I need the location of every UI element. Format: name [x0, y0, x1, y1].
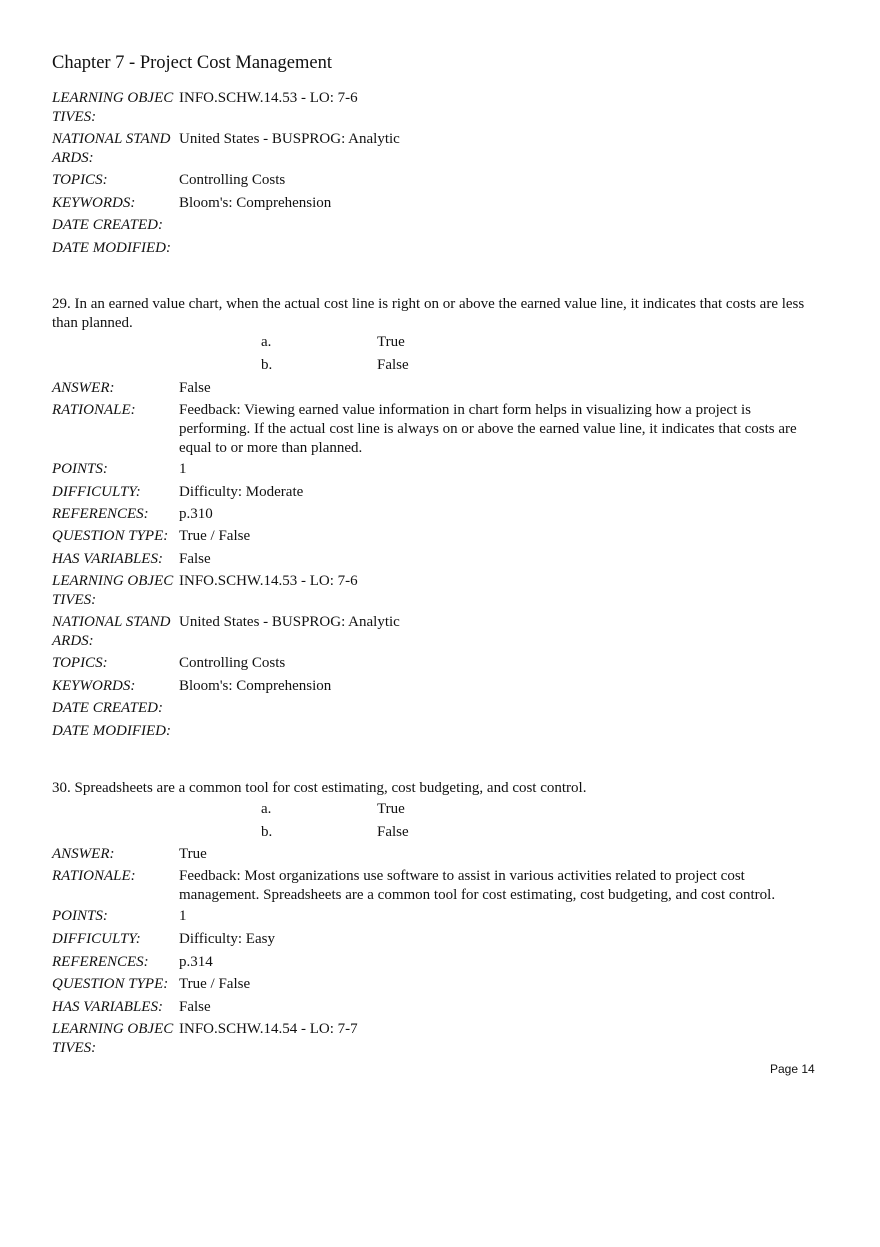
meta-label: TOPICS: [52, 655, 108, 671]
meta-value: United States - BUSPROG: Analytic [179, 614, 400, 630]
meta-value: Feedback: Most organizations use software to assist in various activities related to project cost management. Spreadsheets are a common tool for cost estimating, cost budgeting, and cost control. [179, 868, 776, 903]
choice-letter: b. [261, 824, 273, 840]
meta-value: Controlling Costs [179, 172, 286, 188]
meta-label: POINTS: [52, 461, 108, 477]
meta-label: DATE MODIFIED: [52, 240, 171, 256]
meta-label: KEYWORDS: [52, 195, 136, 211]
meta-label: ANSWER: [52, 846, 115, 862]
meta-label: LEARNING OBJECTIVES: [52, 573, 174, 608]
meta-value: True / False [179, 976, 251, 992]
meta-label: LEARNING OBJECTIVES: [52, 90, 174, 125]
meta-label: KEYWORDS: [52, 678, 136, 694]
meta-label: NATIONAL STANDARDS: [52, 614, 171, 649]
meta-label: DIFFICULTY: [52, 484, 141, 500]
choice-text: False [377, 824, 409, 840]
meta-label: ANSWER: [52, 380, 115, 396]
question-29-text: 29. In an earned value chart, when the actual cost line is right on or above the earned value line, it indicates that costs are less than planned. [52, 296, 805, 331]
meta-value: Feedback: Viewing earned value information in chart form helps in visualizing how a project is performing. If the actual cost line is always on or above the earned value line, it indicates that costs are equal to or more than planned. [179, 402, 797, 456]
question-30-text: 30. Spreadsheets are a common tool for cost estimating, cost budgeting, and cost control. [52, 780, 587, 796]
meta-label: LEARNING OBJECTIVES: [52, 1021, 174, 1056]
meta-label: HAS VARIABLES: [52, 999, 163, 1015]
meta-label: TOPICS: [52, 172, 108, 188]
meta-value: True [179, 846, 207, 862]
meta-value: Difficulty: Easy [179, 931, 275, 947]
meta-label: DIFFICULTY: [52, 931, 141, 947]
choice-letter: a. [261, 801, 272, 817]
meta-value: 1 [179, 908, 187, 924]
choice-letter: a. [261, 334, 272, 350]
meta-value: Controlling Costs [179, 655, 286, 671]
meta-value: True / False [179, 528, 251, 544]
meta-label: QUESTION TYPE: [52, 528, 169, 544]
meta-value: p.314 [179, 954, 213, 970]
meta-value: INFO.SCHW.14.54 - LO: 7-7 [179, 1021, 358, 1037]
meta-value: False [179, 551, 211, 567]
meta-label: QUESTION TYPE: [52, 976, 169, 992]
meta-label: REFERENCES: [52, 954, 149, 970]
choice-text: False [377, 357, 409, 373]
meta-label: RATIONALE: [52, 868, 136, 884]
meta-label: RATIONALE: [52, 402, 136, 418]
page-number: Page 14 [770, 1062, 815, 1076]
meta-label: DATE CREATED: [52, 217, 163, 233]
meta-label: REFERENCES: [52, 506, 149, 522]
meta-label: HAS VARIABLES: [52, 551, 163, 567]
choice-letter: b. [261, 357, 273, 373]
meta-value: INFO.SCHW.14.53 - LO: 7-6 [179, 90, 358, 106]
meta-value: Bloom's: Comprehension [179, 678, 332, 694]
meta-value: p.310 [179, 506, 213, 522]
choice-text: True [377, 801, 405, 817]
meta-value: False [179, 999, 211, 1015]
meta-label: NATIONAL STANDARDS: [52, 131, 171, 166]
meta-label: POINTS: [52, 908, 108, 924]
meta-value: 1 [179, 461, 187, 477]
meta-label: DATE CREATED: [52, 700, 163, 716]
chapter-title: Chapter 7 - Project Cost Management [52, 53, 333, 73]
meta-value: INFO.SCHW.14.53 - LO: 7-6 [179, 573, 358, 589]
meta-value: False [179, 380, 211, 396]
meta-value: Difficulty: Moderate [179, 484, 304, 500]
choice-text: True [377, 334, 405, 350]
meta-value: Bloom's: Comprehension [179, 195, 332, 211]
meta-value: United States - BUSPROG: Analytic [179, 131, 400, 147]
meta-label: DATE MODIFIED: [52, 723, 171, 739]
